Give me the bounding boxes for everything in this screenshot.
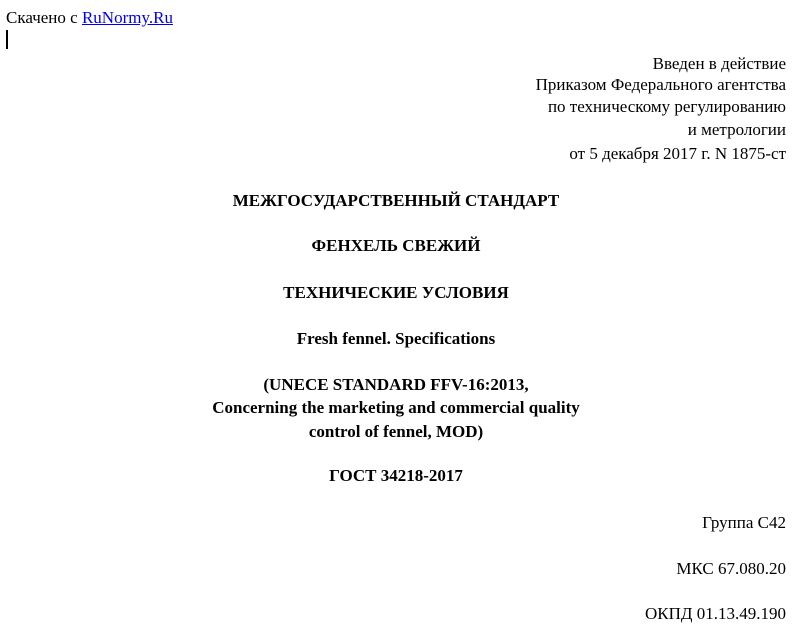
okpd-code: ОКПД 01.13.49.190 [645, 604, 786, 623]
reference-line-2: Concerning the marketing and commercial quality [212, 398, 580, 417]
reference-line-3: control of fennel, MOD) [308, 422, 484, 441]
reference-line-1: (UNECE STANDARD FFV-16:2013, [263, 375, 529, 394]
intro-line-2: Приказом Федерального агентства [535, 75, 786, 94]
source-prefix: Скачено с [6, 8, 82, 27]
text-cursor [6, 30, 8, 49]
standard-english-title: Fresh fennel. Specifications [296, 329, 496, 348]
runormy-link[interactable]: RuNormy.Ru [81, 8, 173, 27]
intro-line-1: Введен в действие [652, 54, 786, 73]
group-code: Группа С42 [702, 513, 786, 532]
intro-line-4: и метрологии [687, 120, 786, 139]
intro-line-5: от 5 декабря 2017 г. N 1875-ст [569, 144, 786, 163]
standard-subtitle: ТЕХНИЧЕСКИЕ УСЛОВИЯ [283, 283, 509, 302]
standard-type: МЕЖГОСУДАРСТВЕННЫЙ СТАНДАРТ [232, 191, 560, 210]
intro-line-3: по техническому регулированию [547, 97, 786, 116]
gost-code: ГОСТ 34218-2017 [329, 466, 463, 485]
source-note [6, 7, 173, 28]
mks-code: МКС 67.080.20 [676, 559, 786, 578]
standard-name: ФЕНХЕЛЬ СВЕЖИЙ [311, 236, 481, 255]
